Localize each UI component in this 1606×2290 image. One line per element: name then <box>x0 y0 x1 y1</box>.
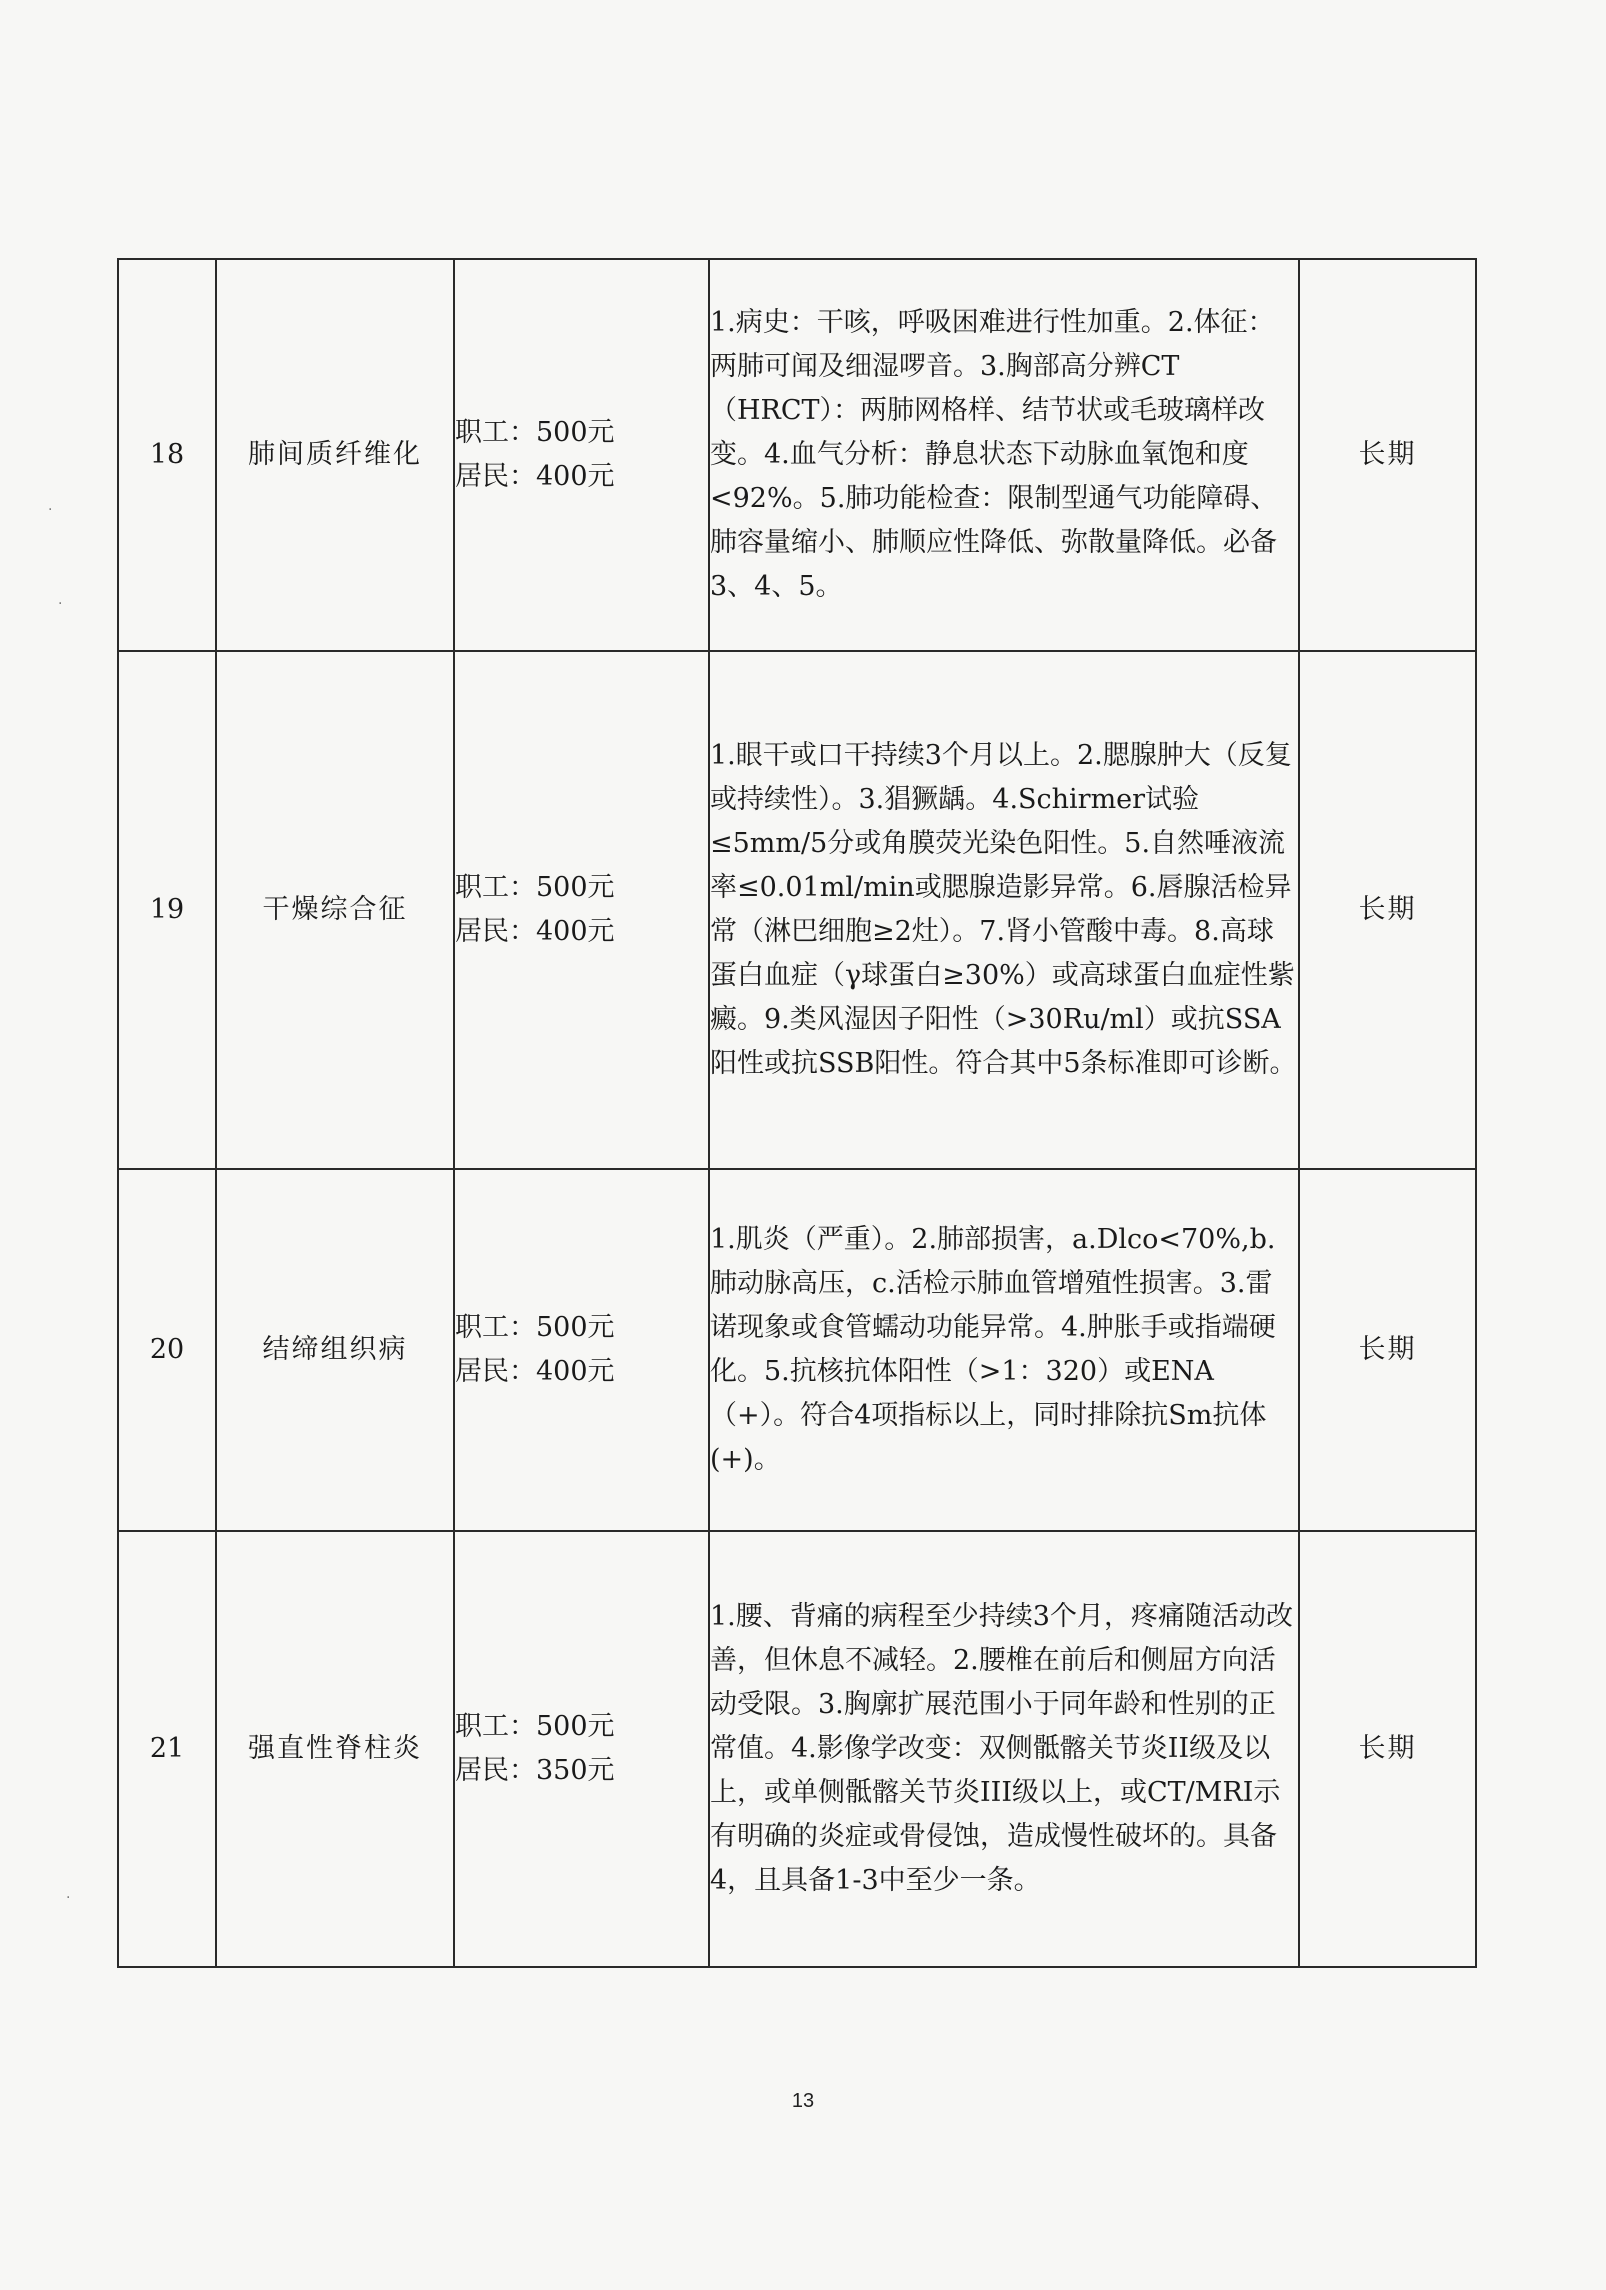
diagnostic-criteria <box>709 1531 1299 1967</box>
table-row <box>118 651 1476 1169</box>
row-number: 19 <box>118 651 216 1169</box>
disease-name: 干燥综合征 <box>216 651 454 1169</box>
payment-resident: 居民：350元 <box>455 1755 615 1786</box>
table-row <box>118 1169 1476 1531</box>
validity-term: 长期 <box>1299 1531 1476 1967</box>
criteria-text: 1.腰、背痛的病程至少持续3个月，疼痛随活动改善，但休息不减轻。2.腰椎在前后和侧屈方向活动受限。3.胸廓扩展范围小于同年龄和性别的正常值。4.影像学改变：双侧骶髂关节炎II级及以上，或单侧骶髂关节炎III级以上，或CT/MRI示有明确的炎症或骨侵蚀，造成慢性破坏的。具备4，且具备1-3中至少一条。 <box>710 1601 1293 1896</box>
scan-speck: · <box>66 1890 71 1906</box>
page-number: 13 <box>791 2090 815 2112</box>
validity-term: 长期 <box>1299 1169 1476 1531</box>
validity-term: 长期 <box>1299 259 1476 651</box>
validity-term: 长期 <box>1299 651 1476 1169</box>
disease-table <box>117 258 1477 1968</box>
payment-limit <box>454 1531 709 1967</box>
payment-resident: 居民：400元 <box>455 1356 615 1387</box>
disease-name: 结缔组织病 <box>216 1169 454 1531</box>
payment-employee: 职工：500元 <box>455 1711 615 1742</box>
row-number: 18 <box>118 259 216 651</box>
payment-resident: 居民：400元 <box>455 916 615 947</box>
diagnostic-criteria <box>709 1169 1299 1531</box>
table-row <box>118 259 1476 651</box>
diagnostic-criteria <box>709 651 1299 1169</box>
payment-limit <box>454 651 709 1169</box>
payment-limit <box>454 1169 709 1531</box>
payment-employee: 职工：500元 <box>455 872 615 903</box>
criteria-text: 1.眼干或口干持续3个月以上。2.腮腺肿大（反复或持续性）。3.猖獗龋。4.Schirmer试验≤5mm/5分或角膜荧光染色阳性。5.自然唾液流率≤0.01ml/min或腮腺造影异常。6.唇腺活检异常（淋巴细胞≥2灶）。7.肾小管酸中毒。8.高球蛋白血症（γ球蛋白≥30%）或高球蛋白血症性紫癜。9.类风湿因子阳性（>30Ru/ml）或抗SSA阳性或抗SSB阳性。符合其中5条标准即可诊断。 <box>710 740 1297 1079</box>
payment-resident: 居民：400元 <box>455 461 615 492</box>
table-row <box>118 1531 1476 1967</box>
diagnostic-criteria <box>709 259 1299 651</box>
scan-speck: · <box>58 596 63 612</box>
row-number: 20 <box>118 1169 216 1531</box>
payment-limit <box>454 259 709 651</box>
payment-employee: 职工：500元 <box>455 1312 615 1343</box>
criteria-text: 1.肌炎（严重）。2.肺部损害，a.Dlco<70%,b.肺动脉高压，c.活检示肺血管增殖性损害。3.雷诺现象或食管蠕动功能异常。4.肿胀手或指端硬化。5.抗核抗体阳性（>1：320）或ENA（+）。符合4项指标以上，同时排除抗Sm抗体(+)。 <box>710 1224 1276 1475</box>
criteria-text: 1.病史：干咳，呼吸困难进行性加重。2.体征：两肺可闻及细湿啰音。3.胸部高分辨CT（HRCT）：两肺网格样、结节状或毛玻璃样改变。4.血气分析：静息状态下动脉血氧饱和度<92%。5.肺功能检查：限制型通气功能障碍、肺容量缩小、肺顺应性降低、弥散量降低。必备3、4、5。 <box>710 307 1278 602</box>
row-number: 21 <box>118 1531 216 1967</box>
scan-speck: · <box>48 502 53 518</box>
disease-name: 强直性脊柱炎 <box>216 1531 454 1967</box>
disease-name: 肺间质纤维化 <box>216 259 454 651</box>
payment-employee: 职工：500元 <box>455 417 615 448</box>
